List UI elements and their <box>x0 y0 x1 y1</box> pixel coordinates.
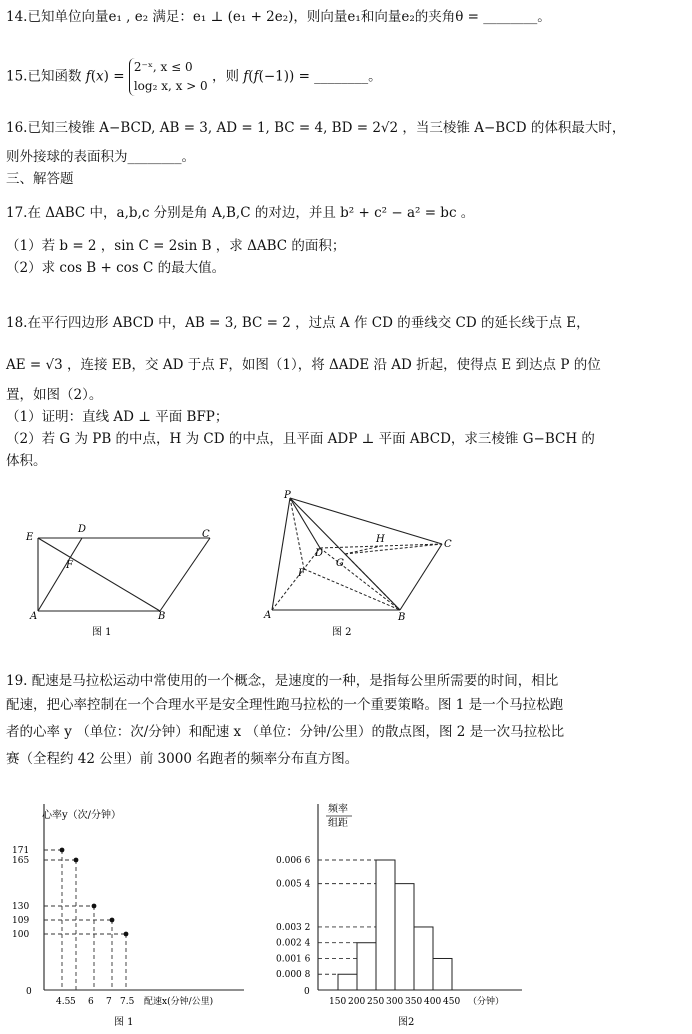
scatter-xtick-label: 7 <box>106 997 112 1007</box>
scatter-point <box>74 858 79 863</box>
question-16-line-2: 则外接球的表面积为________。 <box>6 149 195 165</box>
histogram-bar <box>414 927 433 990</box>
question-19-line-1: 19. 配速是马拉松运动中常使用的一个概念，是速度的一种，是指每公里所需要的时间，相比 <box>6 673 559 689</box>
histogram-xlabel: （分钟） <box>468 997 505 1007</box>
histogram-xtick-label: 200 <box>348 997 366 1007</box>
parallelogram-figure-1 <box>20 515 220 640</box>
histogram-xtick-label: 250 <box>367 997 385 1007</box>
scatter-point <box>60 848 65 853</box>
scatter-ytick-label: 171 <box>12 846 30 856</box>
label-H: H <box>376 534 385 545</box>
label-G: G <box>336 558 344 569</box>
scatter-ytick-label: 165 <box>12 856 30 866</box>
question-14: 14.已知单位向量e₁ , e₂ 满足：e₁ ⊥ (e₁ + 2e₂)，则向量e₁和向量e₂的夹角θ = ________。 <box>6 9 551 25</box>
label-C: C <box>202 529 210 540</box>
question-17-part-2: （2）求 cos B + cos C 的最大值。 <box>6 260 226 276</box>
scatter-chart <box>4 790 254 1030</box>
figure-1-caption: 图 1 <box>92 627 112 638</box>
label-B: B <box>158 611 166 622</box>
histogram-ytick-label: 0.001 6 <box>276 954 311 965</box>
section-heading: 三、解答题 <box>6 171 74 187</box>
question-19-line-4: 赛（全程约 42 公里）前 3000 名跑者的频率分布直方图。 <box>6 751 359 767</box>
scatter-caption: 图 1 <box>114 1017 134 1028</box>
histogram-ylabel-top: 频率 <box>328 804 348 815</box>
piecewise-case-1: 2⁻ˣ, x ≤ 0 <box>133 60 193 74</box>
histogram-ytick-label: 0.006 6 <box>276 856 311 866</box>
histogram-bar <box>395 884 414 990</box>
histogram-bar <box>357 943 376 990</box>
scatter-point <box>110 918 115 923</box>
pyramid-figure-2 <box>260 490 460 640</box>
label-D: D <box>78 524 87 535</box>
histogram-ytick-label: 0.005 4 <box>276 879 311 890</box>
question-18-part-2: （2）若 G 为 PB 的中点，H 为 CD 的中点，且平面 ADP ⊥ 平面 ABCD，求三棱锥 G−BCH 的 <box>6 431 595 447</box>
histogram-xtick-label: 150 <box>329 997 347 1007</box>
histogram-origin: 0 <box>304 987 310 997</box>
scatter-ytick-label: 130 <box>12 902 30 912</box>
question-18-part-1: （1）证明：直线 AD ⊥ 平面 BFP； <box>6 409 229 425</box>
histogram-xtick-label: 300 <box>386 997 404 1007</box>
scatter-xlabel: 配速x(分钟/公里) <box>144 997 214 1007</box>
histogram-ytick-label: 0.002 4 <box>276 938 311 949</box>
histogram-xtick-label: 450 <box>443 997 461 1007</box>
scatter-origin: 0 <box>26 987 32 997</box>
question-18-line-2: AE = √3 ，连接 EB，交 AD 于点 F，如图（1），将 ΔADE 沿 AD 折起，使得点 E 到达点 P 的位 <box>6 357 601 373</box>
scatter-xtick-label: 5 <box>70 997 76 1007</box>
label-C: C <box>444 539 452 550</box>
figure-2-caption: 图 2 <box>332 627 352 638</box>
label-F: F <box>298 568 305 579</box>
histogram-bar <box>376 860 395 990</box>
question-15: 15.已知函数 f(x) = 2⁻ˣ, x ≤ 0 log₂ x, x > 0 ，则 f(f(−1)) = ________。 <box>6 58 382 96</box>
piecewise-case-2: log₂ x, x > 0 <box>133 79 208 93</box>
question-19-line-2: 配速，把心率控制在一个合理水平是安全理性跑马拉松的一个重要策略。图 1 是一个马拉松跑 <box>6 697 564 713</box>
question-17-stem: 17.在 ΔABC 中，a,b,c 分别是角 A,B,C 的对边，并且 b² + c² − a² = bc 。 <box>6 205 475 221</box>
piecewise-brace <box>129 58 208 96</box>
label-D: D <box>315 548 324 559</box>
histogram-xtick-label: 400 <box>424 997 442 1007</box>
histogram-ytick-label: 0.003 2 <box>276 922 311 933</box>
label-A: A <box>30 611 38 622</box>
histogram-chart <box>272 790 532 1030</box>
histogram-xtick-label: 350 <box>405 997 423 1007</box>
histogram-ylabel-bottom: 组距 <box>328 818 348 829</box>
question-16-line-1: 16.已知三棱锥 A−BCD, AB = 3, AD = 1, BC = 4, BD = 2√2 ，当三棱锥 A−BCD 的体积最大时， <box>6 120 626 136</box>
histogram-caption: 图2 <box>398 1017 415 1028</box>
label-F: F <box>66 560 73 571</box>
question-18-part-2-cont: 体积。 <box>6 453 47 469</box>
scatter-ytick-label: 109 <box>12 916 30 926</box>
histogram-bar <box>433 958 452 990</box>
question-17-part-1: （1）若 b = 2 ，sin C = 2sin B ，求 ΔABC 的面积； <box>6 238 346 254</box>
scatter-xtick-label: 4.5 <box>56 997 71 1007</box>
label-E: E <box>26 532 34 543</box>
scatter-xtick-label: 6 <box>88 997 94 1007</box>
histogram-bar <box>338 974 357 990</box>
scatter-point <box>92 904 97 909</box>
question-19-line-3: 者的心率 y （单位：次/分钟）和配速 x （单位：分钟/公里）的散点图，图 2 是一次马拉松比 <box>6 724 565 740</box>
label-P: P <box>284 490 291 501</box>
histogram-ytick-label: 0.000 8 <box>276 970 311 981</box>
label-B: B <box>398 612 406 623</box>
question-18-line-3: 置，如图（2）。 <box>6 387 103 403</box>
scatter-ylabel: 心率y（次/分钟） <box>42 810 122 821</box>
label-A: A <box>264 610 272 621</box>
scatter-point <box>124 932 129 937</box>
scatter-ytick-label: 100 <box>12 930 30 940</box>
scatter-xtick-label: 7.5 <box>120 997 135 1007</box>
question-18-line-1: 18.在平行四边形 ABCD 中，AB = 3, BC = 2 ，过点 A 作 CD 的垂线交 CD 的延长线于点 E， <box>6 315 590 331</box>
